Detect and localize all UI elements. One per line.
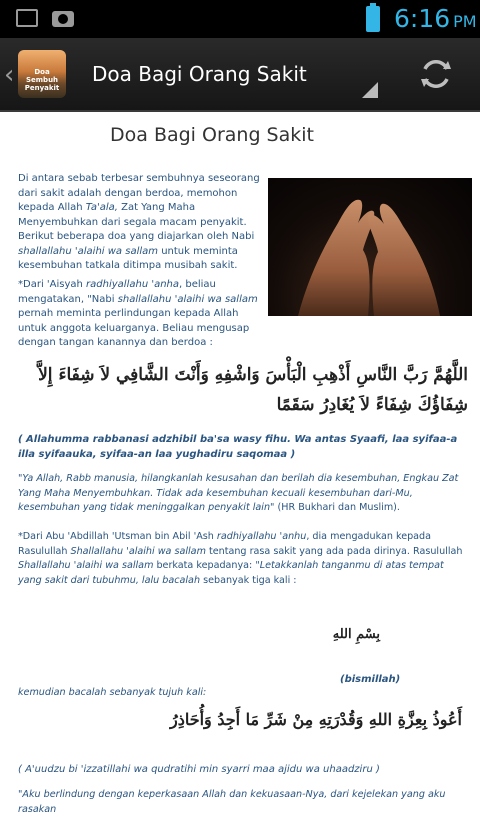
- hadith-aisyah-paragraph: *Dari 'Aisyah radhiyallahu 'anha, beliau mengatakan, "Nabi shallallahu 'alaihi wa sallam pernah meminta perlindungan kepada Allah untuk anggota keluarganya. Beliau mengusap dengan tangan kanannya dan berdoa :: [18, 279, 258, 348]
- status-time: 6:16 PM: [394, 4, 477, 33]
- instruction-text: kemudian bacalah sebanyak tujuh kali:: [18, 687, 207, 698]
- app-icon[interactable]: [18, 50, 66, 98]
- transliteration-1: ( Allahumma rabbanasi adzhibil ba'sa wasy fihu. Wa antas Syaafi, laa syifaa-a illa syifaauka, syifaa-an laa yughadiru saqomaa ): [18, 434, 458, 460]
- praying-hands-image: [268, 178, 472, 316]
- app-icon-label: Doa Sembuh Penyakit: [24, 68, 60, 92]
- image-icon: [16, 9, 38, 27]
- camera-icon: [52, 11, 74, 27]
- bismillah-transliteration: (bismillah): [340, 674, 401, 685]
- arabic-prayer-2: أَعُوذُ بِعِزَّةِ اللهِ وَقُدْرَتِهِ مِنْ شَرِّ مَا أَجِدُ وَأُحَاذِرُ: [169, 710, 462, 729]
- translation-paragraph: "Ya Allah, Rabb manusia, hilangkanlah kesusahan dan berilah dia kesembuhan, Engkau Zat Yang Maha Menyembuhkan. Tidak ada kesembuhan kecuali kesembuhan dari-Mu, kesembuhan yang tidak meninggalkan penyakit lain" (HR Bukhari dan Muslim).: [18, 473, 459, 513]
- article-content: [0, 112, 480, 815]
- dropdown-indicator-icon[interactable]: [362, 82, 378, 98]
- transliteration-2: ( A'uudzu bi 'izzatillahi wa qudratihi min syarri maa ajidu wa uhaadziru ): [18, 764, 380, 775]
- battery-icon: [366, 6, 380, 32]
- hadith-utsman-paragraph: *Dari Abu 'Abdillah 'Utsman bin Abil 'Ash radhiyallahu 'anhu, dia mengadukan kepada Rasulullah Shallallahu 'alaihi wa sallam tentang rasa sakit yang ada pada dirinya. Rasulullah Shallallahu 'alaihi wa sallam berkata kepadanya: "Letakkanlah tanganmu di atas tempat yang sakit dari tubuhmu, lalu bacalah sebanyak tiga kali :: [18, 531, 463, 586]
- arabic-bismillah: بِسْمِ اللهِ: [332, 627, 380, 642]
- intro-paragraph: Di antara sebab terbesar sembuhnya seseorang dari sakit adalah dengan berdoa, memohon kepada Allah Ta'ala, Zat Yang Maha Menyembuhkan dari segala macam penyakit. Berikut beberapa doa yang diajarkan oleh Nabi shallallahu 'alaihi wa sallam untuk meminta kesembuhan tatkala ditimpa musibah sakit.: [18, 173, 260, 271]
- status-bar: [0, 0, 480, 38]
- translation-2-paragraph: "Aku berlindung dengan keperkasaan Allah dan kekuasaan-Nya, dari kejelekan yang aku rasakan: [18, 789, 446, 815]
- refresh-icon[interactable]: [418, 56, 454, 92]
- back-chevron-icon[interactable]: ‹: [4, 60, 15, 90]
- action-bar-title: Doa Bagi Orang Sakit: [92, 62, 307, 86]
- page-title: Doa Bagi Orang Sakit: [110, 124, 314, 146]
- arabic-prayer-1: اللَّهُمَّ رَبَّ النَّاسِ أَذْهِبِ الْبَأْسَ وَاشْفِهِ وَأَنْتَ الشَّافِي لاَ شِفَاءَ إِلاَّ شِفَاؤُكَ شِفَاءً لاَ يُغَادِرُ سَقَمًا: [38, 365, 468, 415]
- action-bar: [0, 38, 480, 112]
